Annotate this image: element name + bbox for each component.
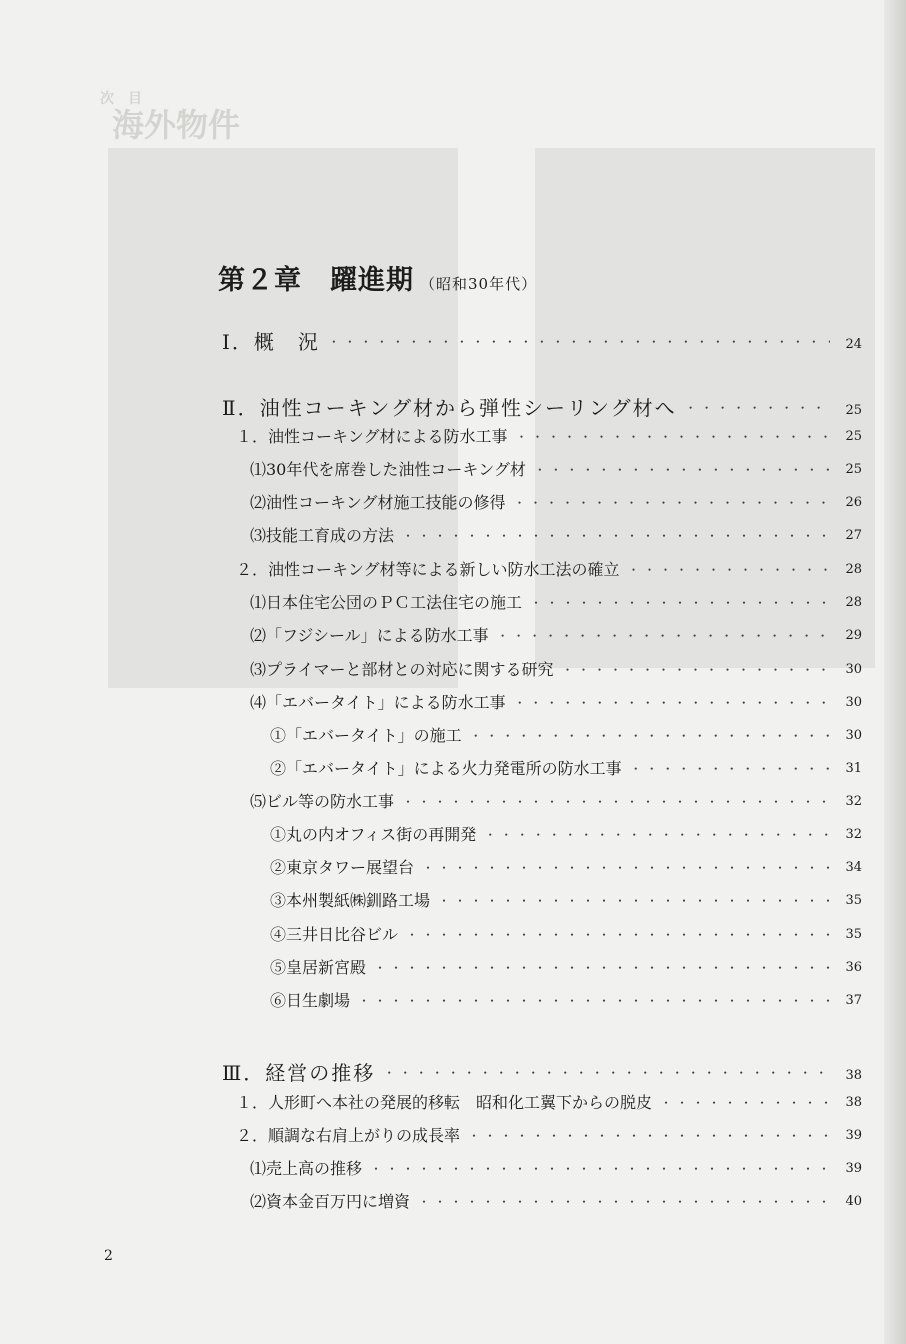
toc-entry	[250, 688, 862, 718]
toc-entry-label: ⑶技能工育成の方法	[250, 526, 395, 545]
toc-entry	[222, 393, 862, 423]
toc-entry-page: 34	[845, 860, 862, 875]
toc-leader-dots	[422, 853, 830, 883]
toc-entry	[236, 422, 862, 452]
toc-leader-dots	[370, 1154, 830, 1184]
toc-entry-label: ⑴30年代を席巻した油性コーキング材	[250, 460, 526, 479]
toc-leader-dots	[514, 488, 830, 518]
toc-entry-page: 28	[845, 562, 862, 577]
toc-leader-dots	[514, 688, 830, 718]
page-number: 2	[104, 1248, 113, 1264]
showthrough-heading-small: 次 目	[100, 91, 142, 107]
toc-leader-dots	[402, 521, 830, 551]
toc-entry-label: Ⅲ．経営の推移	[222, 1061, 376, 1085]
showthrough-heading-large: 海外物件	[112, 106, 241, 144]
toc-entry	[236, 555, 862, 585]
toc-entry-label: Ⅰ．概 況	[222, 330, 320, 354]
toc-entry-label: ⑵資本金百万円に増資	[250, 1192, 411, 1211]
toc-entry-page: 29	[845, 628, 862, 643]
toc-leader-dots	[630, 754, 830, 784]
toc-entry-page: 27	[845, 528, 862, 543]
toc-leader-dots	[628, 555, 830, 585]
toc-entry	[250, 787, 862, 817]
toc-leader-dots	[685, 393, 830, 423]
toc-leader-dots	[497, 621, 830, 651]
toc-entry-page: 28	[845, 595, 862, 610]
toc-entry-page: 30	[845, 728, 862, 743]
toc-entry-page: 26	[845, 495, 862, 510]
toc-entry-page: 32	[845, 794, 862, 809]
toc-entry-label: １．油性コーキング材による防水工事	[236, 427, 508, 446]
page-edge-shadow	[884, 0, 906, 1344]
toc-leader-dots	[530, 588, 830, 618]
toc-entry-page: 25	[845, 462, 862, 477]
toc-entry-label: ⑵「フジシール」による防水工事	[250, 626, 489, 645]
toc-entry-label: ⑵油性コーキング材施工技能の修得	[250, 493, 506, 512]
toc-leader-dots	[406, 920, 830, 950]
toc-entry-label: ②「エバータイト」による火力発電所の防水工事	[270, 759, 622, 778]
toc-entry	[250, 621, 862, 651]
toc-entry	[270, 986, 862, 1016]
toc-leader-dots	[516, 422, 830, 452]
toc-entry-page: 40	[845, 1194, 862, 1209]
chapter-title: 第２章 躍進期	[218, 265, 414, 296]
toc-entry-page: 39	[845, 1161, 862, 1176]
toc-entry-label: ⑸ビル等の防水工事	[250, 792, 395, 811]
toc-entry-page: 37	[845, 993, 862, 1008]
toc-entry	[250, 1187, 862, 1217]
toc-entry-page: 39	[845, 1128, 862, 1143]
toc-entry-page: 25	[845, 429, 862, 444]
toc-entry-label: ⑤皇居新宮殿	[270, 958, 367, 977]
toc-entry-label: ⑴日本住宅公団のＰＣ工法住宅の施工	[250, 593, 523, 612]
toc-entry-label: ２．油性コーキング材等による新しい防水工法の確立	[236, 560, 620, 579]
toc-entry	[270, 920, 862, 950]
toc-entry	[270, 820, 862, 850]
toc-entry	[250, 1154, 862, 1184]
chapter-subtitle: （昭和30年代）	[420, 275, 538, 293]
toc-entry-page: 30	[845, 662, 862, 677]
toc-entry	[250, 455, 862, 485]
toc-leader-dots	[534, 455, 830, 485]
toc-entry	[222, 1058, 862, 1088]
toc-entry	[250, 588, 862, 618]
toc-entry-label: ④三井日比谷ビル	[270, 925, 399, 944]
toc-entry-page: 35	[845, 927, 862, 942]
toc-entry	[250, 655, 862, 685]
toc-entry	[222, 327, 862, 357]
toc-leader-dots	[328, 327, 830, 357]
toc-entry-label: ②東京タワー展望台	[270, 858, 415, 877]
toc-entry-page: 38	[845, 1095, 862, 1110]
toc-entry	[270, 953, 862, 983]
toc-leader-dots	[438, 886, 830, 916]
toc-leader-dots	[374, 953, 830, 983]
toc-entry-label: ③本州製紙㈱釧路工場	[270, 891, 431, 910]
toc-leader-dots	[660, 1088, 830, 1118]
toc-entry-page: 31	[845, 761, 862, 776]
toc-entry-page: 38	[845, 1068, 862, 1083]
toc-entry	[270, 754, 862, 784]
toc-entry-page: 36	[845, 960, 862, 975]
toc-leader-dots	[402, 787, 830, 817]
toc-leader-dots	[383, 1058, 830, 1088]
chapter-heading	[218, 258, 537, 297]
toc-entry-label: ⑥日生劇場	[270, 991, 351, 1010]
toc-entry-label: ⑴売上高の推移	[250, 1159, 363, 1178]
toc-entry-label: ①丸の内オフィス街の再開発	[270, 825, 477, 844]
toc-entry-page: 25	[845, 403, 862, 418]
toc-entry-label: ２．順調な右肩上がりの成長率	[236, 1126, 461, 1145]
toc-entry-page: 32	[845, 827, 862, 842]
toc-entry-label: ①「エバータイト」の施工	[270, 726, 462, 745]
toc-entry-label: ⑶プライマーと部材との対応に関する研究	[250, 660, 554, 679]
toc-entry	[236, 1121, 862, 1151]
toc-leader-dots	[468, 1121, 830, 1151]
toc-entry-page: 35	[845, 893, 862, 908]
toc-entry	[270, 886, 862, 916]
toc-entry-page: 30	[845, 695, 862, 710]
toc-leader-dots	[484, 820, 830, 850]
toc-leader-dots	[358, 986, 830, 1016]
toc-leader-dots	[418, 1187, 830, 1217]
toc-entry	[236, 1088, 862, 1118]
toc-entry	[250, 488, 862, 518]
toc-entry-label: ⑷「エバータイト」による防水工事	[250, 693, 506, 712]
toc-entry-page: 24	[845, 337, 862, 352]
toc-leader-dots	[470, 721, 830, 751]
toc-entry	[270, 853, 862, 883]
toc-entry	[270, 721, 862, 751]
toc-entry-label: １．人形町へ本社の発展的移転 昭和化工翼下からの脱皮	[236, 1093, 653, 1112]
toc-entry	[250, 521, 862, 551]
toc-entry-label: Ⅱ．油性コーキング材から弾性シーリング材へ	[222, 396, 677, 420]
toc-leader-dots	[562, 655, 830, 685]
